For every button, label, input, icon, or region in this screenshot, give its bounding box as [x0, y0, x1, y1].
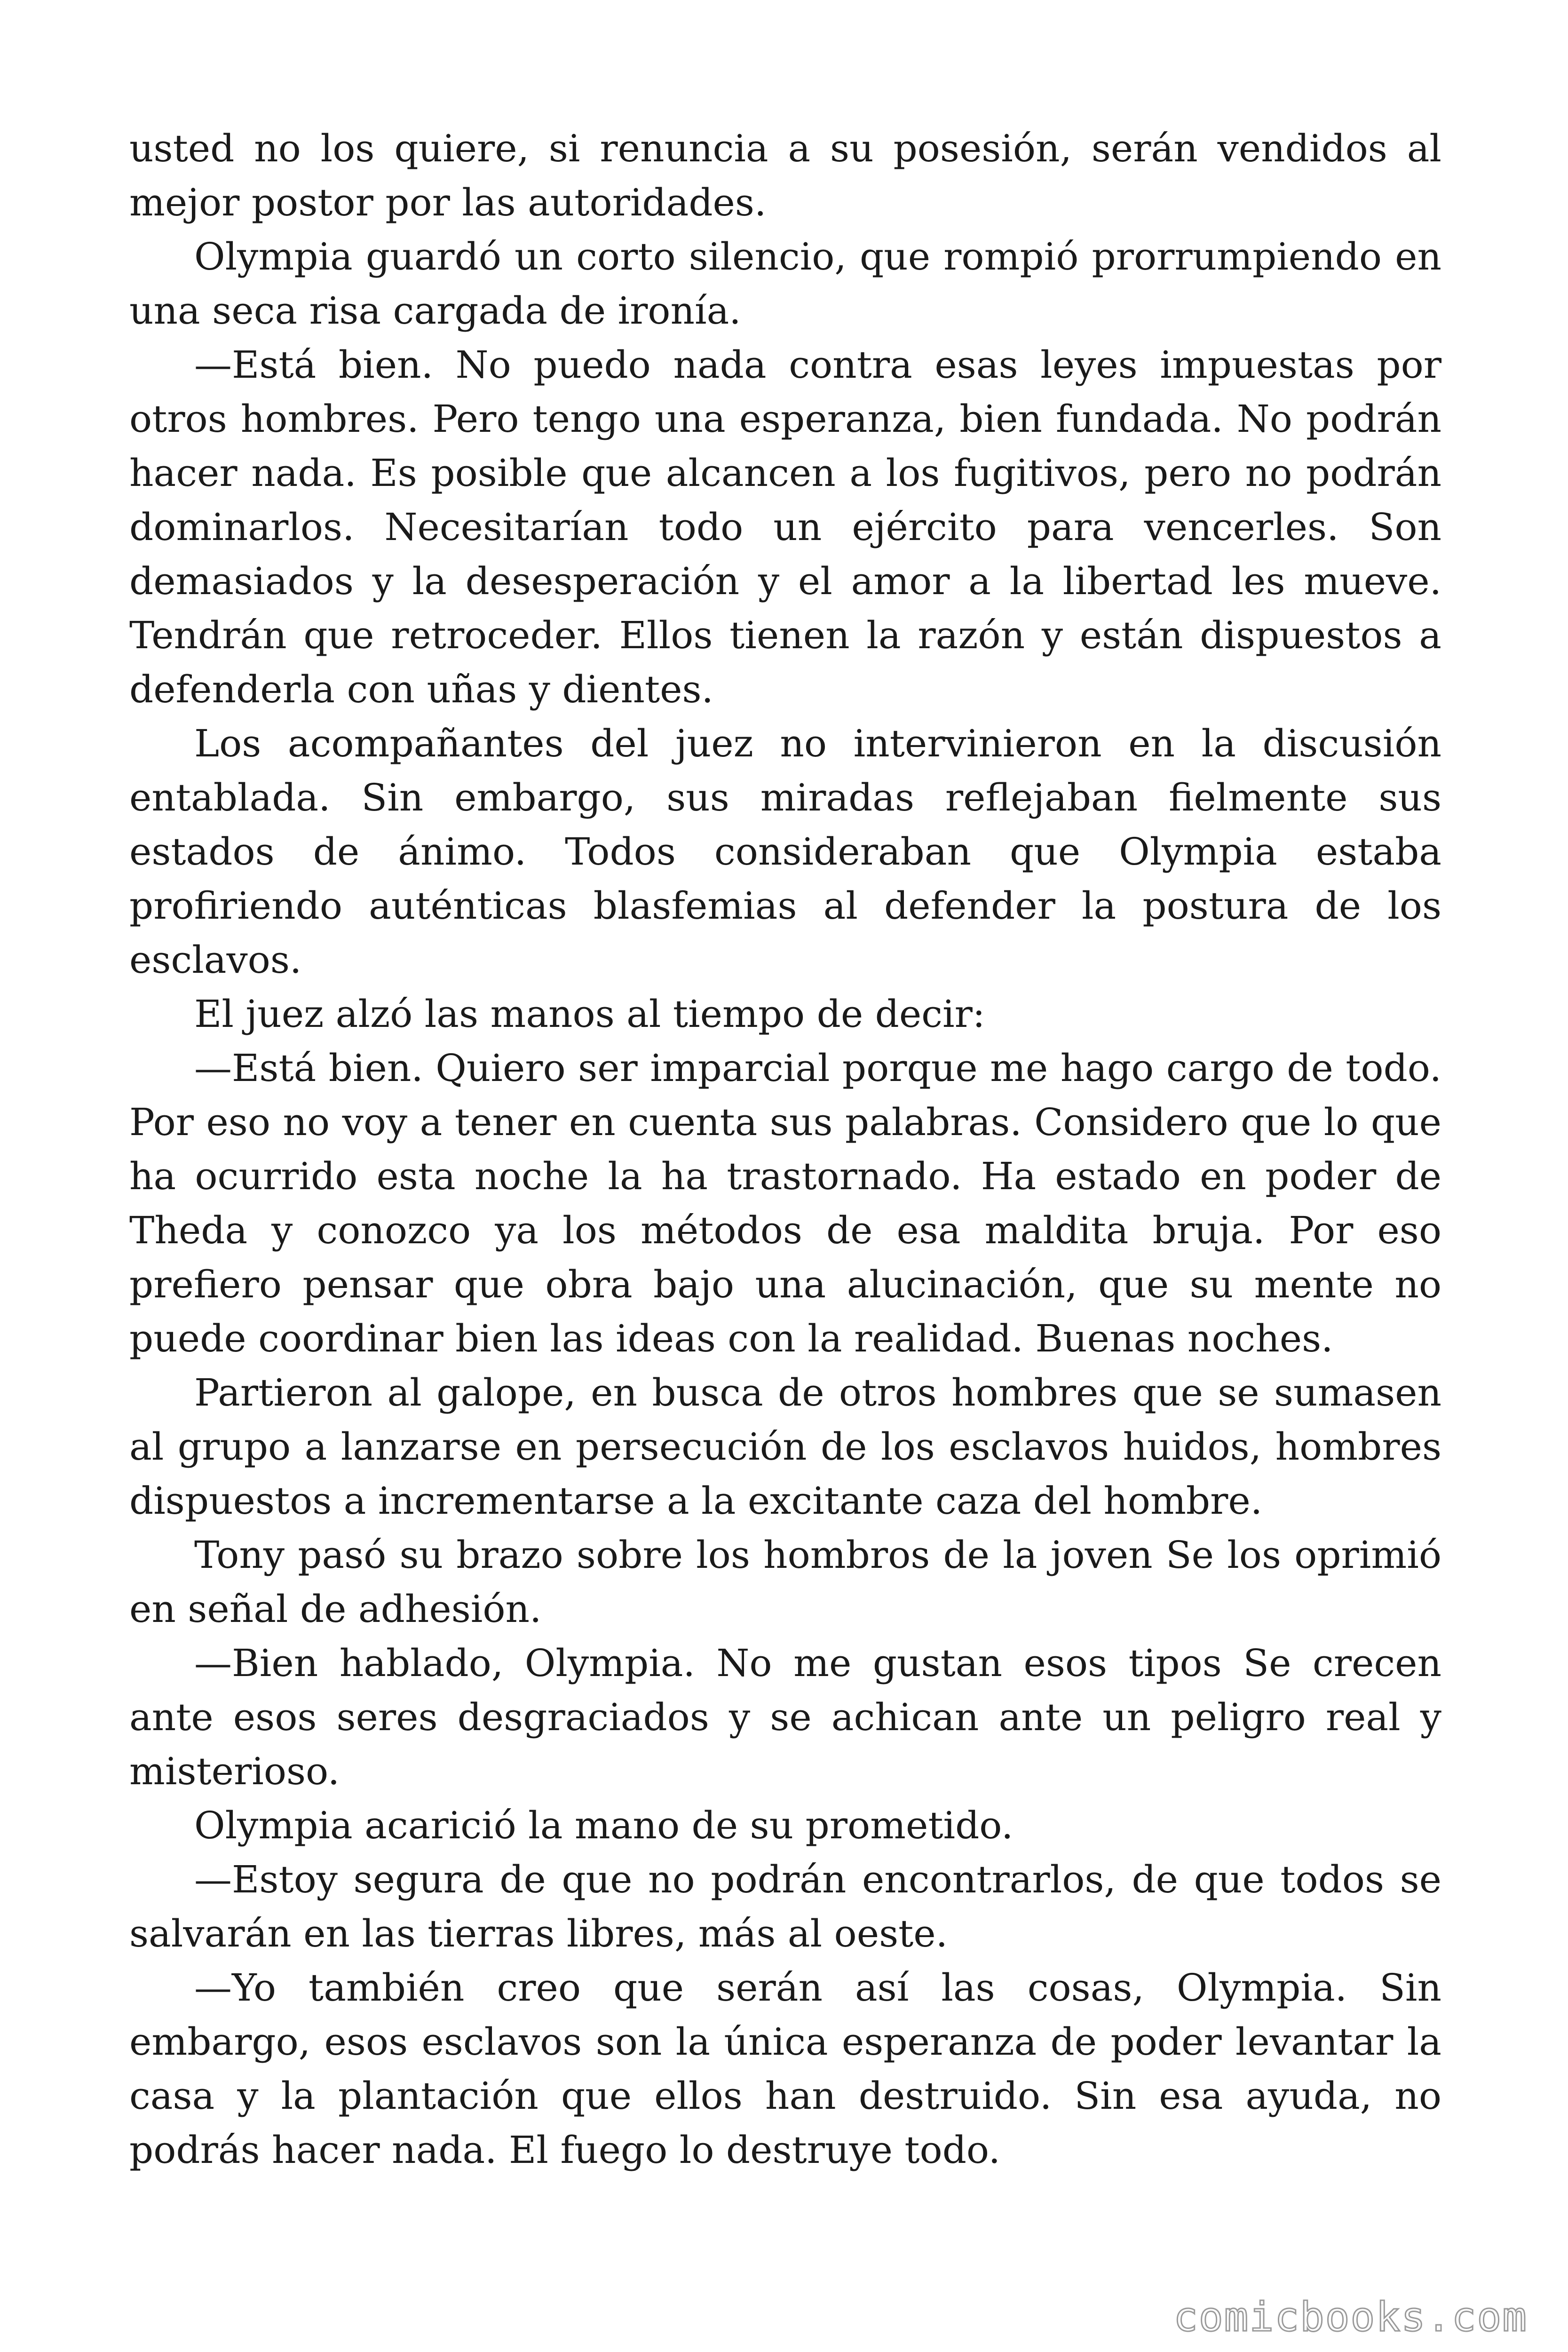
paragraph-4: Los acompañantes del juez no intervinieron en la discusión entablada. Sin embargo, sus miradas reflejaban fielmente sus estados de ánimo. Todos consideraban que Olympia estaba profiriendo auténticas blasfemias al defender la postura de los esclavos.	[129, 722, 1441, 982]
paragraph-8: Tony pasó su brazo sobre los hombros de la joven Se los oprimió en señal de adhesión.	[129, 1533, 1441, 1631]
paragraph-5: El juez alzó las manos al tiempo de decir:	[194, 992, 985, 1036]
paragraph-11: —Estoy segura de que no podrán encontrarlos, de que todos se salvarán en las tierras libres, más al oeste.	[129, 1858, 1441, 1955]
paragraph-10: Olympia acarició la mano de su prometido.	[194, 1804, 1014, 1847]
page-body	[129, 121, 1441, 2177]
paragraph-12: —Yo también creo que serán así las cosas, Olympia. Sin embargo, esos esclavos son la única esperanza de poder levantar la casa y la plantación que ellos han destruido. Sin esa ayuda, no podrás hacer nada. El fuego lo destruye todo.	[129, 1966, 1441, 2172]
watermark: comicbooks.com	[1173, 2294, 1528, 2341]
paragraph-6: —Está bien. Quiero ser imparcial porque me hago cargo de todo. Por eso no voy a tener en cuenta sus palabras. Considero que lo que ha ocurrido esta noche la ha trastornado. Ha estado en poder de Theda y conozco ya los métodos de esa maldita bruja. Por eso prefiero pensar que obra bajo una alucinación, que su mente no puede coordinar bien las ideas con la realidad. Buenas noches.	[129, 1046, 1441, 1360]
paragraph-1: usted no los quiere, si renuncia a su posesión, serán vendidos al mejor postor por las autoridades.	[129, 127, 1441, 224]
paragraph-2: Olympia guardó un corto silencio, que rompió prorrumpiendo en una seca risa cargada de ironía.	[129, 235, 1441, 333]
paragraph-3: —Está bien. No puedo nada contra esas leyes impuestas por otros hombres. Pero tengo una esperanza, bien fundada. No podrán hacer nada. Es posible que alcancen a los fugitivos, pero no podrán dominarlos. Necesitarían todo un ejército para vencerles. Son demasiados y la desesperación y el amor a la libertad les mueve. Tendrán que retroceder. Ellos tienen la razón y están dispuestos a defenderla con uñas y dientes.	[129, 343, 1441, 711]
paragraph-7: Partieron al galope, en busca de otros hombres que se sumasen al grupo a lanzarse en persecución de los esclavos huidos, hombres dispuestos a incrementarse a la excitante caza del hombre.	[129, 1371, 1441, 1523]
paragraph-9: —Bien hablado, Olympia. No me gustan esos tipos Se crecen ante esos seres desgraciados y se achican ante un peligro real y misterioso.	[129, 1641, 1441, 1793]
